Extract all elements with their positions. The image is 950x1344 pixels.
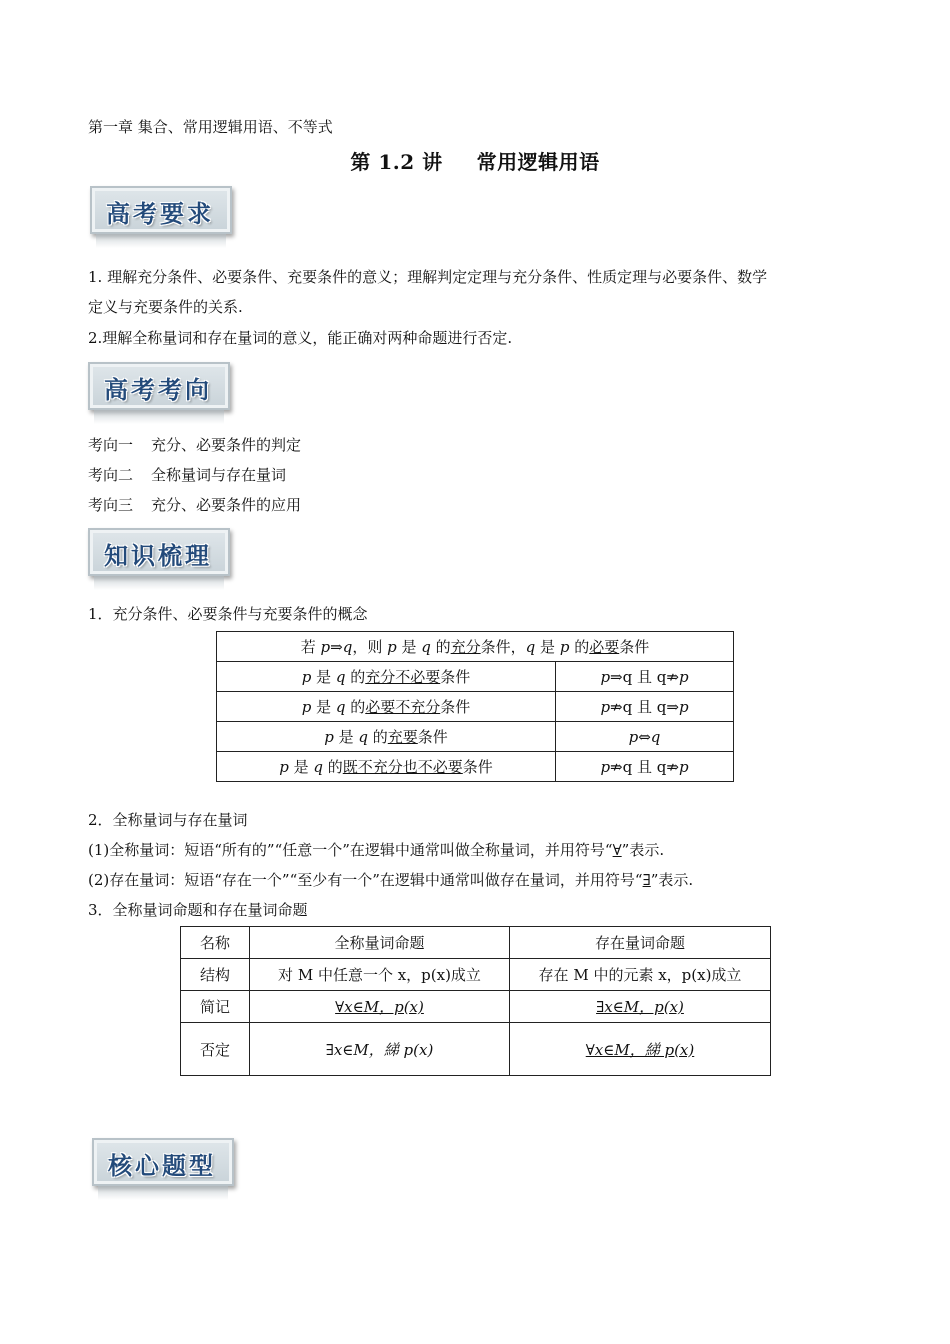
row-label: 简记 — [181, 991, 250, 1023]
condition-cell: p 是 q 的既不充分也不必要条件 — [217, 752, 556, 782]
badge-knowledge — [88, 528, 230, 576]
table-cell: 对 M 中任意一个 x，p(x)成立 — [250, 959, 510, 991]
table-header: 全称量词命题 — [250, 927, 510, 959]
condition-cell: p 是 q 的必要不充分条件 — [217, 692, 556, 722]
page-title — [0, 146, 950, 175]
requirement-1-line-1: 1. 理解充分条件、必要条件、充要条件的意义；理解判定定理与充分条件、性质定理与必要条件、数学 — [88, 268, 768, 286]
table-row — [181, 959, 771, 991]
conditions-header-cell: 若 p⇒q，则 p 是 q 的充分条件，q 是 p 的必要条件 — [217, 632, 734, 662]
table-row — [181, 927, 771, 959]
row-label: 否定 — [181, 1023, 250, 1076]
table-cell: ∀x∈M，p(x) — [250, 991, 510, 1023]
table-row — [217, 692, 734, 722]
chapter-heading: 第一章 集合、常用逻辑用语、不等式 — [88, 118, 333, 136]
relation-cell: p⇏q 且 q⇒p — [556, 692, 734, 722]
universal-quantifier-line: (1)全称量词：短语“所有的”“任意一个”在逻辑中通常叫做全称量词，并用符号“∀”表示. — [88, 841, 665, 859]
badge-requirements — [90, 186, 232, 234]
table-cell: ∃x∈M，綈 p(x) — [250, 1023, 510, 1076]
badge-knowledge-label: 知识梳理 — [104, 542, 212, 570]
badge-directions — [88, 362, 230, 410]
condition-cell: p 是 q 的充要条件 — [217, 722, 556, 752]
table-cell: ∃x∈M，p(x) — [510, 991, 771, 1023]
direction-item-3: 考向三 充分、必要条件的应用 — [88, 496, 302, 514]
requirement-1-line-2: 定义与充要条件的关系. — [88, 298, 243, 316]
table-row — [181, 1023, 771, 1076]
requirement-item-2: 2.理解全称量词和存在量词的意义，能正确对两种命题进行否定. — [88, 329, 513, 347]
quantifier-table — [180, 926, 771, 1076]
conditions-table — [216, 631, 734, 782]
table-row — [181, 991, 771, 1023]
table-row — [217, 662, 734, 692]
requirement-item-1 — [88, 262, 860, 322]
badge-directions-label: 高考考向 — [104, 376, 212, 404]
table-cell: ∀x∈M，綈 p(x) — [510, 1023, 771, 1076]
section-1-title: 1．充分条件、必要条件与充要条件的概念 — [88, 605, 368, 623]
table-row — [217, 722, 734, 752]
section-2-title: 2．全称量词与存在量词 — [88, 811, 248, 829]
table-row — [217, 632, 734, 662]
direction-item-2: 考向二 全称量词与存在量词 — [88, 466, 287, 484]
table-header: 存在量词命题 — [510, 927, 771, 959]
lecture-number: 第 1.2 讲 — [350, 150, 443, 174]
relation-cell: p⇔q — [556, 722, 734, 752]
relation-cell: p⇒q 且 q⇏p — [556, 662, 734, 692]
badge-requirements-label: 高考要求 — [106, 200, 214, 228]
row-label: 结构 — [181, 959, 250, 991]
relation-cell: p⇏q 且 q⇏p — [556, 752, 734, 782]
condition-cell: p 是 q 的充分不必要条件 — [217, 662, 556, 692]
lecture-topic: 常用逻辑用语 — [476, 150, 600, 174]
table-cell: 存在 M 中的元素 x，p(x)成立 — [510, 959, 771, 991]
badge-core — [92, 1138, 234, 1186]
badge-core-label: 核心题型 — [108, 1152, 216, 1180]
direction-item-1: 考向一 充分、必要条件的判定 — [88, 436, 302, 454]
section-3-title: 3．全称量词命题和存在量词命题 — [88, 901, 308, 919]
existential-quantifier-line: (2)存在量词：短语“存在一个”“至少有一个”在逻辑中通常叫做存在量词，并用符号“∃”表示. — [88, 871, 694, 889]
table-row — [217, 752, 734, 782]
table-header: 名称 — [181, 927, 250, 959]
